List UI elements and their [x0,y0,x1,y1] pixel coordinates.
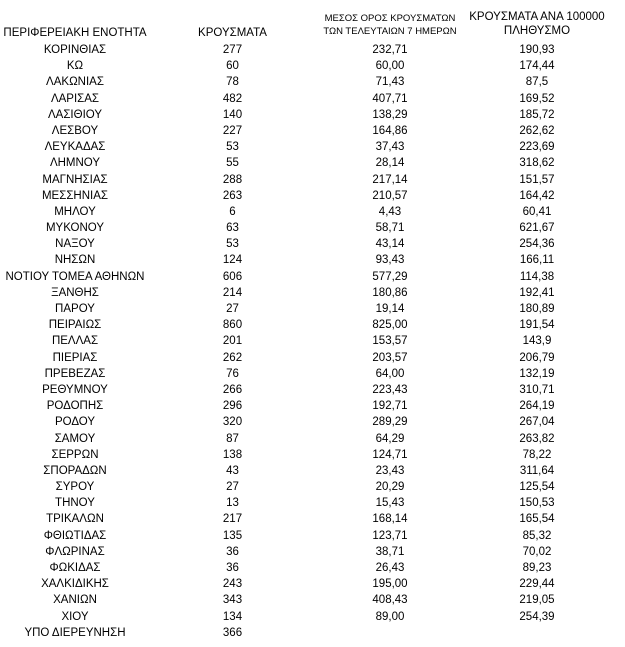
cases-cell: 140 [222,108,243,121]
header-7day-average [300,13,480,38]
average-cell: 289,29 [372,416,408,429]
region-cell: ΡΟΔΟΥ [54,416,96,429]
average-cell: 37,43 [375,141,405,154]
per-100000-cell: 87,5 [525,76,549,89]
table-row [0,609,625,625]
region-cell: ΚΩ [66,60,84,73]
cases-cell: 482 [222,92,243,105]
average-cell: 203,57 [372,351,408,364]
average-cell: 408,43 [372,594,408,607]
cases-cell: 227 [222,124,243,137]
region-cell: ΧΙΟΥ [61,610,89,623]
per-100000-cell: 264,19 [519,400,555,413]
per-100000-cell: 174,44 [519,60,555,73]
region-cell: ΛΕΥΚΑΔΑΣ [44,141,106,154]
cases-cell: 6 [229,205,236,218]
header-7day-average-line1: ΜΕΣΟΣ ΟΡΟΣ ΚΡΟΥΣΜΑΤΩΝ [324,13,456,24]
table-row [0,350,625,366]
average-cell: 20,29 [375,481,405,494]
per-100000-cell: 151,57 [519,173,555,186]
cases-cell: 63 [226,222,239,235]
header-cases-per-100000-line2: ΠΛΗΘΥΣΜΟ [503,25,571,37]
region-cell: ΧΑΝΙΩΝ [53,594,97,607]
cases-cell: 606 [222,270,243,283]
table-row [0,333,625,349]
table-body [0,42,625,641]
table-row [0,447,625,463]
per-100000-cell: 262,62 [519,124,555,137]
table-row [0,301,625,317]
average-cell: 153,57 [372,335,408,348]
header-cases-per-100000 [462,10,612,38]
region-cell: ΜΗΛΟΥ [54,205,96,218]
region-cell: ΤΡΙΚΑΛΩΝ [46,513,104,526]
region-cell: ΡΟΔΟΠΗΣ [46,400,104,413]
cases-cell: 53 [226,238,239,251]
table-row [0,431,625,447]
average-cell: 124,71 [372,448,408,461]
per-100000-cell: 185,72 [519,108,555,121]
per-100000-cell: 311,64 [519,464,555,477]
table-row [0,204,625,220]
region-cell: ΡΕΘΥΜΝΟΥ [42,383,108,396]
region-cell: ΧΑΛΚΙΔΙΚΗΣ [41,578,109,591]
per-100000-cell: 60,41 [522,205,552,218]
header-cases: ΚΡΟΥΣΜΑΤΑ [198,27,267,39]
region-cell: ΣΠΟΡΑΔΩΝ [43,464,107,477]
cases-cell: 87 [226,432,239,445]
header-cases-per-100000-line1: ΚΡΟΥΣΜΑΤΑ ΑΝΑ 100000 [469,11,605,23]
average-cell: 180,86 [372,286,408,299]
region-cell: ΛΑΡΙΣΑΣ [50,92,100,105]
average-cell: 168,14 [372,513,408,526]
table-row [0,479,625,495]
header-region: ΠΕΡΙΦΕΡΕΙΑΚΗ ΕΝΟΤΗΤΑ [3,27,147,39]
table-row [0,269,625,285]
table-row [0,560,625,576]
region-cell: ΠΡΕΒΕΖΑΣ [44,367,106,380]
table-row [0,42,625,58]
average-cell: 64,29 [375,432,405,445]
per-100000-cell: 114,38 [519,270,555,283]
per-100000-cell: 267,04 [519,416,555,429]
cases-cell: 288 [222,173,243,186]
table-row [0,463,625,479]
average-cell: 38,71 [375,545,405,558]
average-cell: 19,14 [375,303,405,315]
average-cell: 407,71 [372,92,408,105]
cases-cell: 263 [222,189,243,202]
average-cell: 825,00 [372,319,408,332]
cases-cell: 134 [222,610,243,623]
per-100000-cell: 206,79 [519,351,555,364]
region-cell: ΣΑΜΟΥ [54,432,96,445]
cases-cell: 13 [226,497,239,510]
region-cell: ΠΕΙΡΑΙΩΣ [48,319,102,332]
region-cell: ΠΑΡΟΥ [55,303,95,315]
region-cell: ΥΠΟ ΔΙΕΡΕΥΝΗΣΗ [24,626,126,639]
average-cell: 192,71 [372,400,408,413]
cases-cell: 214 [222,286,243,299]
per-100000-cell: 254,39 [519,610,555,623]
per-100000-cell: 89,23 [522,562,552,574]
cases-cell: 27 [226,303,239,315]
region-cell: ΝΗΣΩΝ [54,254,96,267]
average-cell: 60,00 [375,60,405,73]
region-cell: ΠΕΛΛΑΣ [51,335,99,348]
table-row [0,123,625,139]
average-cell: 232,71 [372,44,408,56]
cases-cell: 266 [222,383,243,396]
table-row [0,139,625,155]
region-cell: ΝΑΞΟΥ [55,238,95,251]
table-row [0,317,625,333]
table-row [0,576,625,592]
average-cell: 577,29 [372,270,408,283]
per-100000-cell: 190,93 [519,44,555,56]
cases-cell: 135 [222,529,243,542]
average-cell: 71,43 [375,76,405,89]
average-cell: 164,86 [372,124,408,137]
per-100000-cell: 169,52 [519,92,555,105]
per-100000-cell: 223,69 [519,141,555,154]
region-cell: ΣΕΡΡΩΝ [51,448,99,461]
region-cell: ΜΥΚΟΝΟΥ [45,222,105,235]
average-cell: 138,29 [372,108,408,121]
table-row [0,236,625,252]
cases-cell: 124 [222,254,243,267]
table-row [0,107,625,123]
per-100000-cell: 263,82 [519,432,555,445]
per-100000-cell: 219,05 [519,594,555,607]
cases-cell: 27 [226,481,239,494]
region-cell: ΛΑΚΩΝΙΑΣ [46,76,104,89]
average-cell: 64,00 [375,367,405,380]
average-cell: 195,00 [372,578,408,591]
table-row [0,544,625,560]
per-100000-cell: 78,22 [522,448,552,461]
cases-cell: 201 [222,335,243,348]
per-100000-cell: 85,32 [522,529,552,542]
cases-cell: 343 [222,594,243,607]
cases-cell: 243 [222,578,243,591]
table-row [0,220,625,236]
cases-cell: 60 [226,60,239,73]
region-cell: ΛΗΜΝΟΥ [49,157,101,170]
average-cell: 223,43 [372,383,408,396]
cases-cell: 36 [226,562,239,574]
region-cell: ΦΩΚΙΔΑΣ [49,562,101,574]
region-cell: ΚΟΡΙΝΘΙΑΣ [43,44,107,56]
table-row [0,592,625,608]
cases-cell: 138 [222,448,243,461]
table-row [0,58,625,74]
per-100000-cell: 164,42 [519,189,555,202]
cases-cell: 53 [226,141,239,154]
per-100000-cell: 166,11 [519,254,555,267]
table-row [0,91,625,107]
cases-cell: 43 [226,464,239,477]
per-100000-cell: 70,02 [522,545,552,558]
table-row [0,366,625,382]
per-100000-cell: 132,19 [519,367,555,380]
per-100000-cell: 180,89 [519,303,555,315]
per-100000-cell: 318,62 [519,157,555,170]
region-cell: ΠΙΕΡΙΑΣ [52,351,98,364]
cases-cell: 217 [222,513,243,526]
per-100000-cell: 310,71 [519,383,555,396]
table-row [0,74,625,90]
per-100000-cell: 621,67 [519,222,555,235]
average-cell: 123,71 [372,529,408,542]
table-row [0,188,625,204]
cases-cell: 76 [226,367,239,380]
region-cell: ΞΑΝΘΗΣ [51,286,99,299]
average-cell: 210,57 [372,189,408,202]
cases-cell: 36 [226,545,239,558]
per-100000-cell: 254,36 [519,238,555,251]
per-100000-cell: 191,54 [519,319,555,332]
cases-cell: 366 [222,626,243,639]
table-header [0,0,625,42]
table-row [0,155,625,171]
per-100000-cell: 229,44 [519,578,555,591]
average-cell: 217,14 [372,173,408,186]
table-row [0,414,625,430]
region-cell: ΜΑΓΝΗΣΙΑΣ [42,173,108,186]
region-cell: ΛΑΣΙΘΙΟΥ [47,108,103,121]
average-cell: 93,43 [375,254,405,267]
region-cell: ΦΛΩΡΙΝΑΣ [45,545,105,558]
region-cell: ΝΟΤΙΟΥ ΤΟΜΕΑ ΑΘΗΝΩΝ [5,270,145,283]
per-100000-cell: 143,9 [522,335,552,348]
cases-cell: 296 [222,400,243,413]
table-row [0,511,625,527]
cases-cell: 262 [222,351,243,364]
per-100000-cell: 125,54 [519,481,555,494]
table-row [0,382,625,398]
table-row [0,172,625,188]
cases-cell: 55 [226,157,239,170]
average-cell: 4,43 [378,205,402,218]
average-cell: 23,43 [375,464,405,477]
per-100000-cell: 165,54 [519,513,555,526]
region-cell: ΛΕΣΒΟΥ [51,124,99,137]
average-cell: 89,00 [375,610,405,623]
cases-cell: 860 [222,319,243,332]
table-row [0,625,625,641]
region-cell: ΤΗΝΟΥ [55,497,95,510]
table-row [0,528,625,544]
header-7day-average-line2: ΤΩΝ ΤΕΛΕΥΤΑΙΩΝ 7 ΗΜΕΡΩΝ [323,25,457,37]
region-cell: ΣΥΡΟΥ [55,481,95,494]
cases-cell: 277 [222,44,243,56]
cases-cell: 78 [226,76,239,89]
region-cell: ΦΘΙΩΤΙΔΑΣ [43,529,107,542]
per-100000-cell: 192,41 [519,286,555,299]
average-cell: 58,71 [375,222,405,235]
average-cell: 28,14 [375,157,405,170]
average-cell: 26,43 [375,562,405,574]
average-cell: 15,43 [375,497,405,510]
average-cell: 43,14 [375,238,405,251]
table-row [0,252,625,268]
table-row [0,285,625,301]
per-100000-cell: 150,53 [519,497,555,510]
table-row [0,495,625,511]
region-cell: ΜΕΣΣΗΝΙΑΣ [41,189,109,202]
table-row [0,398,625,414]
cases-cell: 320 [222,416,243,429]
